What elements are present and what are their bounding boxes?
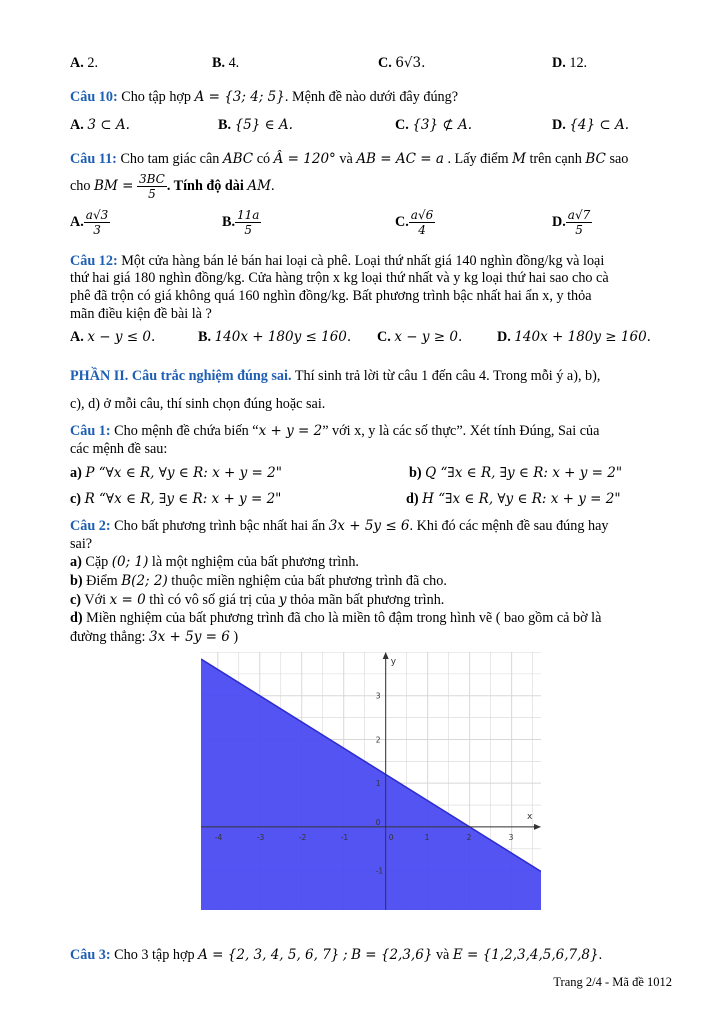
part2-instructions: c), d) ở mỗi câu, thí sinh chọn đúng hoặc sai. — [70, 396, 326, 412]
q9-option-d[interactable]: D. 12. — [552, 55, 588, 71]
part2-heading: PHẦN II. Câu trắc nghiệm đúng sai. Thí sinh trả lời từ câu 1 đến câu 4. Trong mỗi ý a), b), — [70, 368, 601, 384]
y-axis-label: y — [390, 657, 397, 667]
q12-stem-line2: thứ hai giá 180 nghìn đồng/kg. Cửa hàng trộn x kg loại thứ nhất và y kg loại thứ hai sao cho cà — [70, 270, 609, 286]
x-tick-label: 3 — [508, 832, 514, 842]
q10-option-c[interactable]: C. {3} ⊄ A. — [395, 117, 473, 133]
x-tick-label: 2 — [466, 832, 472, 842]
q9-option-b[interactable]: B. 4. — [212, 55, 240, 71]
x-tick-label: -1 — [340, 832, 349, 842]
x-tick-label: -4 — [214, 832, 223, 842]
q11-stem-line2: cho BM = $\frac{3BC}{5}$ . Tính độ dài AM. — [70, 172, 275, 202]
p2q1-stem-line1: Câu 1: Cho mệnh đề chứa biến “x + y = 2” với x, y là các số thực”. Xét tính Đúng, Sai của — [70, 423, 600, 439]
p2q2-item-d-line1[interactable]: d) Miền nghiệm của bất phương trình đã cho là miền tô đậm trong hình vẽ ( bao gồm cả bờ là — [70, 610, 602, 626]
p2q1-stem-line2: các mệnh đề sau: — [70, 441, 168, 457]
q12-stem-line1: Câu 12: Một cửa hàng bán lẻ bán hai loại cà phê. Loại thứ nhất giá 140 nghìn đồng/kg và loại — [70, 253, 605, 269]
part2-title: PHẦN II. Câu trắc nghiệm đúng sai. — [70, 368, 292, 384]
p2q2-item-b[interactable]: b) Điểm B(2; 2) thuộc miền nghiệm của bất phương trình đã cho. — [70, 573, 447, 589]
x-tick-label: 0 — [388, 832, 394, 842]
p2q2-stem-line2: sai? — [70, 536, 93, 552]
q12-option-b[interactable]: B. 140x + 180y ≤ 160. — [198, 329, 352, 345]
q11-option-c[interactable]: C. $\frac{a√6}{4}$ — [395, 208, 434, 238]
q12-option-d[interactable]: D. 140x + 180y ≥ 160. — [497, 329, 651, 345]
q10-label: Câu 10: — [70, 89, 118, 105]
x-tick-label: -2 — [298, 832, 307, 842]
q12-stem-line3: phê đã trộn có giá không quá 160 nghìn đồng/kg. Bất phương trình bậc nhất hai ẩn x, y thỏa — [70, 288, 592, 304]
y-tick-label: -1 — [375, 866, 384, 876]
q10-option-a[interactable]: A. 3 ⊂ A. — [70, 117, 130, 133]
p2q2-item-d-line2: đường thẳng: 3x + 5y = 6 ) — [70, 629, 239, 645]
p2q1-label: Câu 1: — [70, 423, 111, 439]
x-tick-label: -3 — [256, 832, 265, 842]
inequality-graph — [201, 652, 541, 910]
p2q1-item-c[interactable]: c) R “∀x ∈ R, ∃y ∈ R: x + y = 2" — [70, 491, 282, 507]
q11-option-a[interactable]: A. $\frac{a√3}{3}$ — [70, 208, 109, 238]
q11-label: Câu 11: — [70, 151, 117, 167]
p2q2-stem-line1: Câu 2: Cho bất phương trình bậc nhất hai ẩn 3x + 5y ≤ 6. Khi đó các mệnh đề sau đúng hay — [70, 518, 609, 534]
page-footer: Trang 2/4 - Mã đề 1012 — [553, 975, 672, 989]
p2q3-stem: Câu 3: Cho 3 tập hợp A = {2, 3, 4, 5, 6, 7} ; B = {2,3,6} và E = {1,2,3,4,5,6,7,8}. — [70, 947, 603, 963]
p2q2-item-c[interactable]: c) Với x = 0 thì có vô số giá trị của y thỏa mãn bất phương trình. — [70, 592, 445, 608]
x-tick-label: 1 — [424, 832, 430, 842]
y-tick-label: 3 — [375, 691, 381, 701]
q9-option-a[interactable]: A. 2. — [70, 55, 98, 71]
q10-option-d[interactable]: D. {4} ⊂ A. — [552, 117, 630, 133]
p2q3-label: Câu 3: — [70, 947, 111, 963]
q10-option-b[interactable]: B. {5} ∈ A. — [218, 117, 293, 133]
x-axis-label: x — [527, 811, 533, 822]
q9-option-c[interactable]: C. 6√3. — [378, 55, 426, 71]
q12-option-a[interactable]: A. x − y ≤ 0. — [70, 329, 156, 345]
p2q1-item-b[interactable]: b) Q “∃x ∈ R, ∃y ∈ R: x + y = 2" — [409, 465, 623, 481]
p2q1-item-d[interactable]: d) H “∃x ∈ R, ∀y ∈ R: x + y = 2" — [406, 491, 621, 507]
q12-option-c[interactable]: C. x − y ≥ 0. — [377, 329, 463, 345]
q11-option-b[interactable]: B. $\frac{11a}{5}$ — [222, 208, 260, 238]
p2q2-label: Câu 2: — [70, 518, 111, 534]
y-tick-label: 2 — [375, 735, 381, 745]
q11-stem-line1: Câu 11: Cho tam giác cân ABC có Â = 120° và AB = AC = a . Lấy điểm M trên cạnh BC sao — [70, 151, 629, 167]
q12-label: Câu 12: — [70, 253, 118, 269]
p2q1-item-a[interactable]: a) P “∀x ∈ R, ∀y ∈ R: x + y = 2" — [70, 465, 282, 481]
q11-option-d[interactable]: D. $\frac{a√7}{5}$ — [552, 208, 591, 238]
y-tick-label: 0 — [375, 817, 381, 827]
q10-stem: Câu 10: Cho tập hợp A = {3; 4; 5}. Mệnh đề nào dưới đây đúng? — [70, 89, 459, 105]
q12-stem-line4: mãn điều kiện đề bài là ? — [70, 306, 212, 322]
q11-bm-fraction: $\frac{3BC}{5}$ — [138, 172, 165, 202]
y-tick-label: 1 — [375, 779, 381, 789]
p2q2-item-a[interactable]: a) Cặp (0; 1) là một nghiệm của bất phương trình. — [70, 554, 359, 570]
